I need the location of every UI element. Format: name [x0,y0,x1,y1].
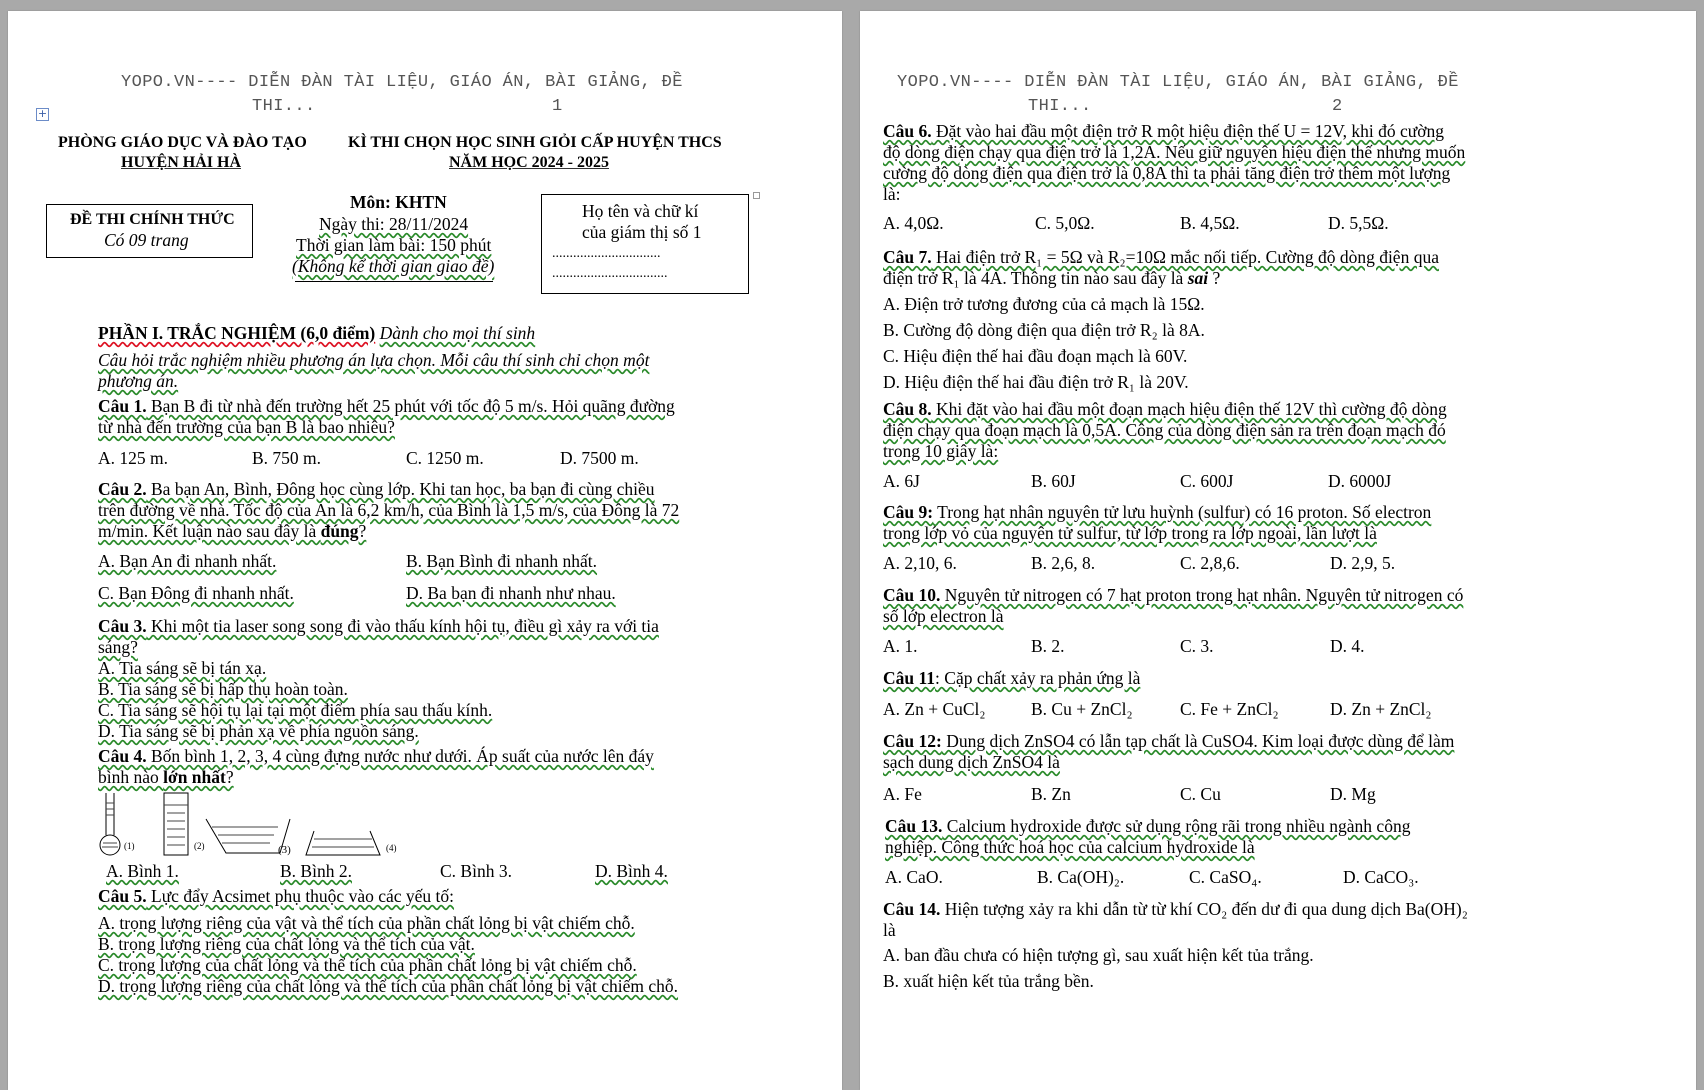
q4-option-d: D. Bình 4. [595,861,668,881]
text: ? [358,521,367,541]
question-13-line-2: nghiệp. Công thức hoá học của calcium hydroxide là [885,837,1255,857]
page-number: 1 [552,97,563,116]
q11-option-a: A. Zn + CuCl₂ [883,699,986,719]
q8-option-d: D. 6000J [1328,471,1392,491]
question-12 [883,731,1454,752]
subject: Môn: KHTN [350,192,447,212]
text: ? [1208,268,1221,288]
q13-option-d: D. CaCO₃. [1343,867,1419,887]
question-label: Câu 9: [883,502,934,522]
header-line-1: YOPO.VN---- DIỄN ĐÀN TÀI LIỆU, GIÁO ÁN, BÀI GIẢNG, ĐỀ [121,73,683,92]
q5-option-b: B. trọng lượng riêng của chất lỏng và thể tích của vật. [98,934,475,954]
question-13 [885,816,1410,837]
q7-option-c: C. Hiệu điện thế hai đầu đoạn mạch là 60V. [883,346,1188,366]
question-9 [883,502,1431,523]
proctor-label-2: của giám thị số 1 [582,222,702,242]
q1-option-c: C. 1250 m. [406,448,484,468]
question-14 [883,899,1468,920]
q13-option-a: A. CaO. [885,867,943,887]
q2-option-c: C. Bạn Đông đi nhanh nhất. [98,583,294,603]
emphasis: đúng [320,521,359,541]
q13-option-b: B. Ca(OH)₂. [1037,867,1125,887]
header-line-2: THI... [252,97,316,116]
question-3 [98,616,659,637]
question-label: Câu 1. [98,396,147,416]
proctor-dots-1: ............................... [552,246,661,261]
q3-option-d: D. Tia sáng sẽ bị phản xạ về phía nguồn sáng. [98,721,419,741]
question-12-line-2: sạch dung dịch ZnSO4 là [883,752,1060,772]
q7-option-a: A. Điện trở tương đương của cả mạch là 15Ω. [883,294,1205,314]
q2-option-b: B. Bạn Bình đi nhanh nhất. [406,551,598,571]
question-text: Ba bạn An, Bình, Đông học cùng lớp. Khi tan học, ba bạn đi cùng chiều [146,479,655,499]
q12-option-d: D. Mg [1330,784,1376,804]
page-header [121,73,683,116]
q6-option-d: D. 5,5Ω. [1328,213,1389,233]
question-text: : Cặp chất xảy ra phản ứng là [935,668,1141,688]
exam-duration: Thời gian làm bài: 150 phút [296,235,492,255]
q10-option-c: C. 3. [1180,636,1214,656]
q1-option-a: A. 125 m. [98,448,168,468]
q1-option-d: D. 7500 m. [560,448,639,468]
q10-option-d: D. 4. [1330,636,1365,656]
container-figure [94,789,414,859]
question-label: Câu 13. [885,816,943,836]
q13-option-c: C. CaSO₄. [1189,867,1262,887]
q10-option-a: A. 1. [883,636,918,656]
exam-note: (Không kể thời gian giao đề) [292,256,495,276]
q12-option-a: A. Fe [883,784,922,804]
question-1 [98,396,675,417]
part-title [98,323,535,344]
question-2 [98,479,655,500]
question-label: Câu 4. [98,746,147,766]
exam-name: KÌ THI CHỌN HỌC SINH GIỎI CẤP HUYỆN THCS [348,134,722,151]
q9-option-b: B. 2,6, 8. [1031,553,1096,573]
q8-option-b: B. 60J [1031,471,1076,491]
q1-option-b: B. 750 m. [252,448,322,468]
question-text: Khi một tia laser song song đi vào thấu kính hội tụ, điều gì xảy ra với tia [146,616,659,636]
exam-date: Ngày thi: 28/11/2024 [319,214,469,234]
question-text: Nguyên tử nitrogen có 7 hạt proton trong hạt nhân. Nguyên tử nitrogen có [940,585,1464,605]
q3-option-b: B. Tia sáng sẽ bị hấp thụ hoàn toàn. [98,679,348,699]
vessel-4-icon [306,831,380,855]
emphasis: lớn nhất [163,767,226,787]
q11-option-b: B. Cu + ZnCl₂ [1031,699,1133,719]
question-text: Hai điện trở R₁ = 5Ω và R₂=10Ω mắc nối tiếp. Cường độ dòng điện qua [931,247,1439,267]
q4-option-a: A. Bình 1. [106,861,179,881]
q10-option-b: B. 2. [1031,636,1065,656]
q8-option-c: C. 600J [1180,471,1234,491]
question-14-line-2: là [883,920,896,940]
page-header [897,73,1459,116]
q12-option-b: B. Zn [1031,784,1071,804]
part-subtitle: Dành cho mọi thí sinh [379,323,536,343]
official-exam-box [46,204,253,258]
question-3-line-2: sáng? [98,637,138,657]
school-year: NĂM HỌC 2024 - 2025 [449,154,609,171]
q2-option-a: A. Bạn An đi nhanh nhất. [98,551,277,571]
question-text: Bạn B đi từ nhà đến trường hết 25 phút với tốc độ 5 m/s. Hỏi quãng đường [146,396,675,416]
official-label: ĐỀ THI CHÍNH THỨC [70,211,235,228]
district-name: HUYỆN HẢI HÀ [121,154,242,171]
department-name: PHÒNG GIÁO DỤC VÀ ĐÀO TẠO [58,134,307,151]
vessel-label-1: (1) [124,841,135,851]
q11-option-d: D. Zn + ZnCl₂ [1330,699,1432,719]
question-8-line-3: trong 10 giây là: [883,441,999,461]
question-7 [883,247,1439,268]
q3-option-c: C. Tia sáng sẽ hội tụ lại tại một điểm phía sau thấu kính. [98,700,493,720]
question-10 [883,585,1463,606]
question-label: Câu 7. [883,247,932,267]
proctor-signature-box [541,194,749,294]
q5-option-a: A. trọng lượng riêng của vật và thể tích của phần chất lỏng bị vật chiếm chỗ. [98,913,635,933]
question-label: Câu 12: [883,731,942,751]
divider [295,281,493,282]
question-label: Câu 11 [883,668,936,688]
proctor-dots-2: ................................. [552,266,668,281]
document-page-2 [860,11,1696,1090]
question-label: Câu 8. [883,399,932,419]
text: điện trở R₁ là 4A. Thông tin nào sau đây là [883,268,1188,288]
question-2-line-3 [98,521,366,542]
question-8-line-2: điện chạy qua đoạn mạch là 0,5A. Công của dòng điện sản ra trên đoạn mạch đó [883,420,1446,440]
q6-option-a: A. 4,0Ω. [883,213,944,233]
question-text: Hiện tượng xảy ra khi dẫn từ từ khí CO₂ đến dư đi qua dung dịch Ba(OH)₂ [940,899,1468,919]
q9-option-d: D. 2,9, 5. [1330,553,1396,573]
q7-option-d: D. Hiệu điện thế hai đầu điện trở R₁ là 20V. [883,372,1189,392]
q9-option-a: A. 2,10, 6. [883,553,957,573]
page-number: 2 [1332,97,1343,116]
question-6-line-4: là: [883,184,901,204]
instruction-line-2: phương án. [98,371,179,391]
emphasis: sai [1187,268,1209,288]
q6-option-b: B. 4,5Ω. [1180,213,1240,233]
vessel-label-2: (2) [194,841,205,851]
table-move-handle-icon[interactable]: + [37,107,48,120]
question-6 [883,121,1444,142]
document-page-1 [8,11,842,1090]
question-11 [883,668,1140,689]
vessel-label-3: (3) [278,844,291,856]
question-label: Câu 5. [98,886,147,906]
question-label: Câu 10. [883,585,941,605]
resize-handle-icon[interactable] [753,192,760,199]
q9-option-c: C. 2,8,6. [1180,553,1240,573]
header-line-1: YOPO.VN---- DIỄN ĐÀN TÀI LIỆU, GIÁO ÁN, BÀI GIẢNG, ĐỀ [897,73,1459,92]
question-6-line-2: độ dòng điện chạy qua điện trở là 1,2A. Nếu giữ nguyên hiệu điện thế nhưng muốn [883,142,1466,162]
question-text: Đặt vào hai đầu một điện trở R một hiệu điện thế U = 12V, khi đó cường [931,121,1445,141]
question-2-line-2: trên đường về nhà. Tốc độ của An là 6,2 km/h, của Bình là 1,5 m/s, của Đông là 72 [98,500,680,520]
question-7-line-2 [883,268,1220,289]
question-text: Calcium hydroxide được sử dụng rộng rãi trong nhiều ngành công [942,816,1411,836]
question-label: Câu 2. [98,479,147,499]
q14-option-b: B. xuất hiện kết tủa trắng bền. [883,971,1094,991]
question-1-line-2: từ nhà đến trường của bạn B là bao nhiêu? [98,417,395,437]
q7-option-b: B. Cường độ dòng điện qua điện trở R₂ là 8A. [883,320,1205,340]
question-text: Trong hạt nhân nguyên tử lưu huỳnh (sulfur) có 16 proton. Số electron [933,502,1432,522]
question-text: Bốn bình 1, 2, 3, 4 cùng đựng nước như dưới. Áp suất của nước lên đáy [146,746,654,766]
q6-option-c: C. 5,0Ω. [1035,213,1095,233]
question-text: Khi đặt vào hai đầu một đoạn mạch hiệu điện thế 12V thì cường độ dòng [931,399,1447,419]
question-text: Lực đẩy Acsimet phụ thuộc vào các yếu tố: [146,886,455,906]
question-8 [883,399,1447,420]
question-label: Câu 3. [98,616,147,636]
page-count: Có 09 trang [104,230,189,250]
vessel-label-4: (4) [386,843,397,853]
question-6-line-3: cường độ dòng điện qua điện trở là 0,8A thì ta phải tăng điện trở thêm một lượng [883,163,1451,183]
text: m/min. Kết luận nào sau đây là [98,521,321,541]
q11-option-c: C. Fe + ZnCl₂ [1180,699,1279,719]
question-9-line-2: trong lớp vỏ của nguyên tử sulfur, từ lớp trong ra lớp ngoài, lần lượt là [883,523,1377,543]
q12-option-c: C. Cu [1180,784,1221,804]
question-4-line-2 [98,767,234,788]
text: bình nào [98,767,164,787]
q14-option-a: A. ban đầu chưa có hiện tượng gì, sau xuất hiện kết tủa trắng. [883,945,1314,965]
part-title-text: PHẦN I. TRẮC NGHIỆM (6,0 điểm) [98,323,376,343]
text: ? [225,767,234,787]
question-10-line-2: số lớp electron là [883,606,1004,626]
q4-option-c: C. Bình 3. [440,861,512,881]
question-text: Dung dịch ZnSO4 có lẫn tạp chất là CuSO4. Kim loại được dùng để làm [941,731,1455,751]
question-label: Câu 6. [883,121,932,141]
q4-option-b: B. Bình 2. [280,861,352,881]
proctor-label-1: Họ tên và chữ kí [582,201,699,221]
q5-option-c: C. trọng lượng của chất lỏng và thể tích của phần chất lỏng bị vật chiếm chỗ. [98,955,637,975]
vessel-2-icon [164,793,188,855]
q8-option-a: A. 6J [883,471,920,491]
vessel-1-icon [100,793,120,855]
instruction-line-1: Câu hỏi trắc nghiệm nhiều phương án lựa chọn. Mỗi câu thí sinh chỉ chọn một [98,350,650,370]
question-label: Câu 14. [883,899,941,919]
q5-option-d: D. trọng lượng riêng của chất lỏng và thể tích của phần chất lỏng bị vật chiếm chỗ. [98,976,679,996]
question-5 [98,886,454,907]
header-line-2: THI... [1028,97,1092,116]
q3-option-a: A. Tia sáng sẽ bị tán xạ. [98,658,267,678]
q2-option-d: D. Ba bạn đi nhanh như nhau. [406,583,616,603]
question-4 [98,746,654,767]
